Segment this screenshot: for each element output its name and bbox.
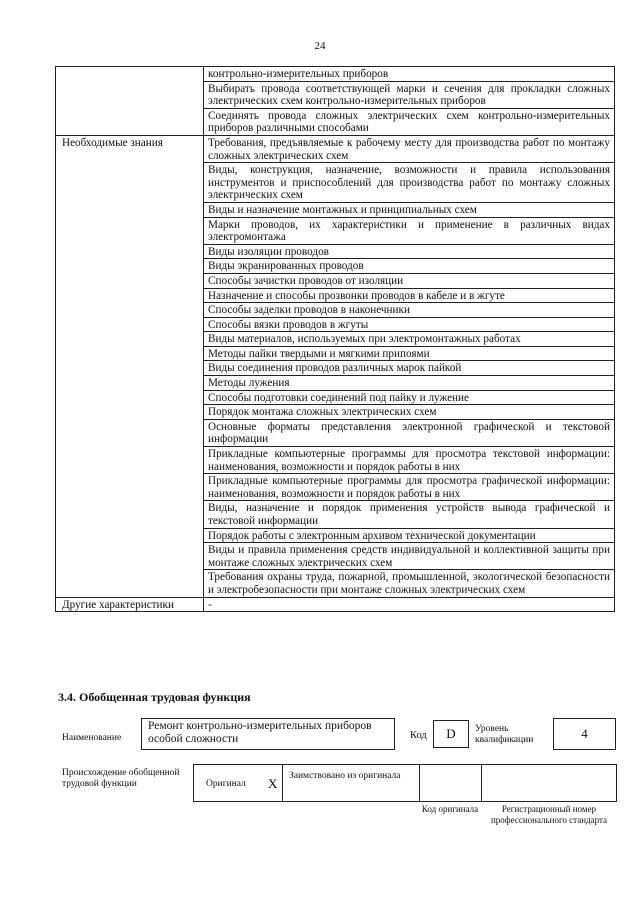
skills-knowledge-table: [55, 66, 615, 612]
borrowed-label: Заимствовано из оригинала: [289, 771, 401, 781]
table-cell-item: Методы лужения: [204, 376, 615, 391]
table-cell-item: Выбирать провода соответствующей марки и сечения для прокладки сложных электрических схем контрольно-измерительных приборов: [204, 81, 615, 108]
table-cell-item: Порядок монтажа сложных электрических схем: [204, 405, 615, 420]
name-value: Ремонт контрольно-измерительных приборов особой сложности: [141, 718, 395, 750]
table-cell-item: Виды и назначение монтажных и принципиальных схем: [204, 202, 615, 217]
code-origin-label: Код оригинала: [421, 804, 479, 814]
table-cell-item: Основные форматы представления электронной графической и текстовой информации: [204, 419, 615, 446]
code-value: D: [433, 720, 469, 748]
table-cell-item: Требования, предъявляемые к рабочему месту для производства работ по монтажу сложных электрических схем: [204, 135, 615, 162]
table-cell-item: Способы подготовки соединений под пайку и лужение: [204, 390, 615, 405]
table-cell-item: Порядок работы с электронным архивом технической документации: [204, 528, 615, 543]
table-cell-item: Прикладные компьютерные программы для просмотра графической информации: наименования, возможности и порядок работы в них: [204, 474, 615, 501]
table-cell-item: Виды материалов, используемых при электромонтажных работах: [204, 332, 615, 347]
row-group-label: Другие характеристики: [56, 597, 204, 612]
table-cell-item: контрольно-измерительных приборов: [204, 67, 615, 82]
name-label: Наименование: [62, 733, 122, 743]
section-title: 3.4. Обобщенная трудовая функция: [58, 690, 251, 704]
original-mark: X: [268, 776, 278, 791]
level-label: Уровень квалификации: [475, 724, 534, 745]
level-value: 4: [553, 718, 616, 750]
table-cell-item: Виды и правила применения средств индивидуальной и коллективной защиты при монтаже сложных электрических схем: [204, 543, 615, 570]
table-cell-item: Способы зачистки проводов от изоляции: [204, 273, 615, 288]
table-cell-item: Виды, назначение и порядок применения устройств вывода графической и текстовой информации: [204, 501, 615, 528]
reg-number-label: Регистрационный номер профессионального стандарта: [490, 804, 608, 825]
row-group-label: Необходимые знания: [56, 135, 204, 597]
table-cell-item: Способы вязки проводов в жгуты: [204, 317, 615, 332]
page-number: 24: [314, 40, 326, 52]
table-cell-item: Виды экранированных проводов: [204, 259, 615, 274]
code-label: Код: [410, 730, 427, 741]
table-cell-item: Виды соединения проводов различных марок пайкой: [204, 361, 615, 376]
table-row: [56, 597, 615, 612]
table-cell-item: Методы пайки твердыми и мягкими припоями: [204, 346, 615, 361]
table-cell-item: -: [204, 597, 615, 612]
table-cell-item: Прикладные компьютерные программы для просмотра текстовой информации: наименования, возможности и порядок работы в них: [204, 447, 615, 474]
origin-row: [193, 764, 617, 802]
table-cell-item: Марки проводов, их характеристики и применение в различных видах электромонтажа: [204, 217, 615, 244]
table-row: [56, 67, 615, 82]
origin-label: Происхождение обобщенной трудовой функции: [62, 768, 180, 789]
table-cell-item: Соединять провода сложных электрических схем контрольно-измерительных приборов различными способами: [204, 108, 615, 135]
original-label: Оригинал: [206, 779, 246, 789]
table-cell-item: Виды, конструкция, назначение, возможности и правила использования инструментов и приспособлений для производства работ по монтажу сложных электрических схем: [204, 163, 615, 203]
row-group-label: [56, 67, 204, 136]
table-cell-item: Требования охраны труда, пожарной, промышленной, экологической безопасности и электробезопасности при монтаже сложных электрических схем: [204, 570, 615, 597]
table-cell-item: Назначение и способы прозвонки проводов в кабеле и в жгуте: [204, 288, 615, 303]
table-cell-item: Способы заделки проводов в наконечники: [204, 303, 615, 318]
table-cell-item: Виды изоляции проводов: [204, 244, 615, 259]
table-row: [56, 135, 615, 162]
